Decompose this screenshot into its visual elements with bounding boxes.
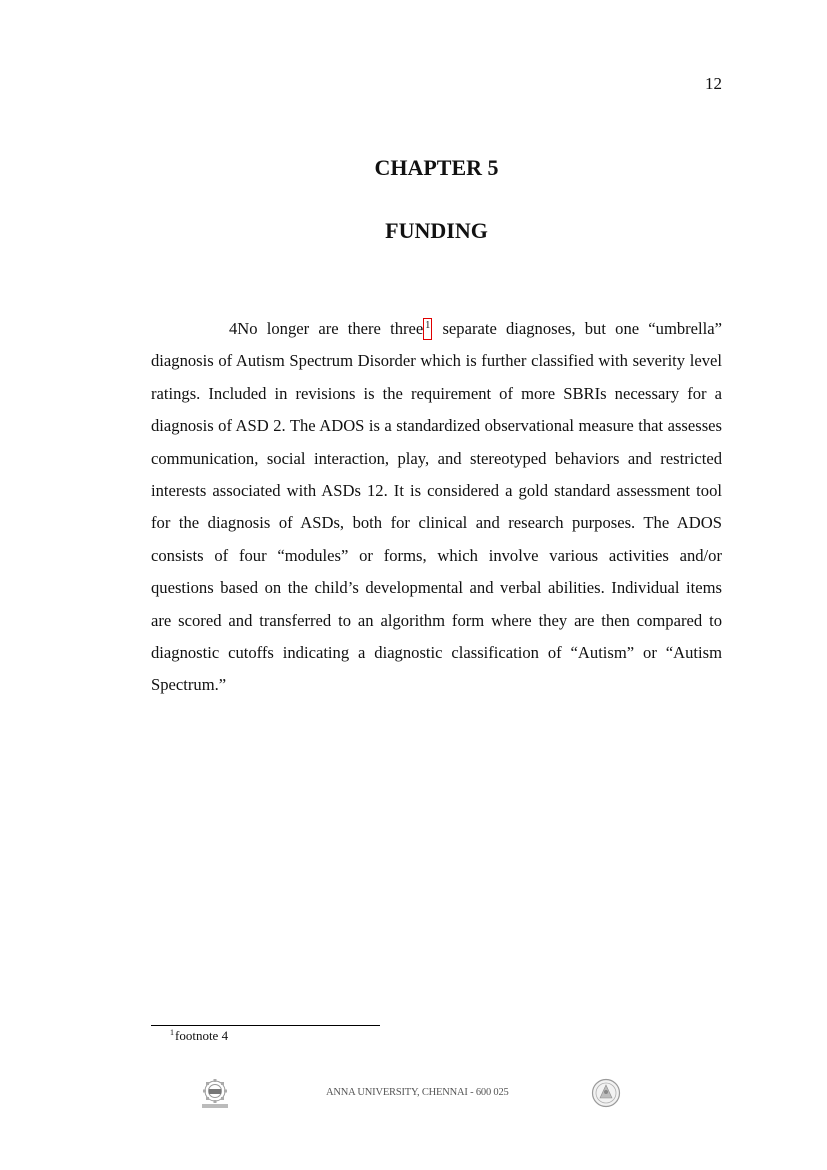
paragraph-text-rest: separate diagnoses, but one “umbrella” diagnosis of Autism Spectrum Disorder which is further classified with severity level ratings. Included in revisions is the requirement of more SBRIs necessary for a diagnosis of ASD 2. The ADOS is a standardized observational measure that assesses communication, social interaction, play, and stereotyped behaviors and restricted interests associated with ASDs 12. It is considered a gold standard assessment tool for the diagnosis of ASDs, both for clinical and research purposes. The ADOS consists of four “modules” or forms, which involve various activities and/or questions based on the child’s developmental and verbal abilities. Individual items are scored and transferred to an algorithm form where they are then compared to diagnostic cutoffs indicating a diagnostic classification of “Autism” or “Autism Spectrum.” [151, 319, 722, 695]
paragraph-text-start: 4No longer are there three [229, 319, 424, 338]
anna-university-emblem-icon [198, 1078, 232, 1110]
university-seal-icon [591, 1078, 621, 1108]
footnote [170, 1028, 228, 1044]
footnote-rule [151, 1025, 380, 1026]
page-number: 12 [705, 74, 722, 93]
chapter-heading: CHAPTER 5 [374, 155, 499, 180]
footer-institution-text: ANNA UNIVERSITY, CHENNAI - 600 025 [326, 1087, 509, 1098]
footnote-link[interactable]: 1 [423, 318, 432, 340]
footnote-marker: 1 [170, 1028, 174, 1037]
chapter-title: FUNDING [385, 218, 488, 243]
page-footer [0, 1078, 827, 1112]
footnote-text: footnote 4 [175, 1028, 229, 1043]
body-paragraph [151, 313, 722, 702]
